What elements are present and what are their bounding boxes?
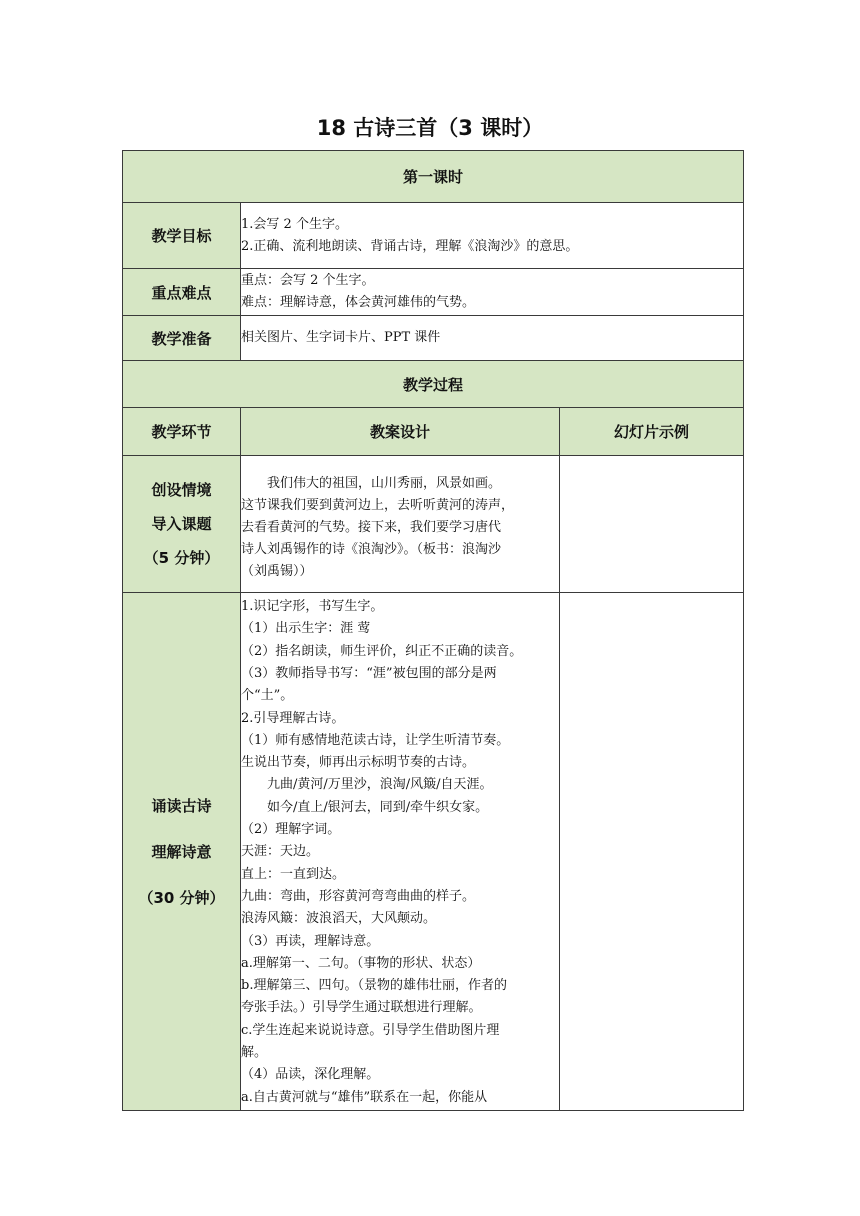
content-line: （1）师有感情地范读古诗，让学生听清节奏。 (241, 732, 510, 748)
content-line: 解。 (241, 1045, 268, 1061)
content-line: （4）品读，深化理解。 (241, 1067, 380, 1083)
content-line: b.理解第三、四句。（景物的雄伟壮丽，作者的 (241, 978, 507, 994)
content-line: 诗人刘禹锡作的诗《浪淘沙》。（板书：浪淘沙 (241, 542, 502, 557)
section-intro-label (123, 456, 241, 593)
section-intro-slide (560, 456, 744, 593)
content-line: 夸张手法。）引导学生通过联想进行理解。 (241, 1000, 482, 1016)
content-line: 直上：一直到达。 (241, 866, 346, 882)
process-header: 教学过程 (123, 361, 744, 408)
page-title: 18 古诗三首（3 课时） (316, 116, 544, 140)
section-label-line: 理解诗意 (151, 842, 212, 861)
section-label-line: （5 分钟） (143, 549, 220, 567)
content-line: 1.识记字形，书写生字。 (241, 599, 384, 615)
section-reading-content (241, 593, 560, 1111)
content-line: 浪涛风簸：波浪滔天，大风颠动。 (241, 911, 437, 927)
lesson-plan-table (122, 150, 744, 1111)
key-points-label: 重点难点 (123, 269, 241, 316)
objective-line: 2.正确、流利地朗读、背诵古诗，理解《浪淘沙》的意思。 (241, 238, 579, 254)
section-reading-slide (560, 593, 744, 1111)
content-line: 生说出节奏，师再出示标明节奏的古诗。 (241, 755, 476, 771)
lesson-header: 第一课时 (123, 151, 744, 203)
section-reading-label (123, 593, 241, 1111)
objectives-label: 教学目标 (123, 203, 241, 269)
key-points-row (123, 269, 744, 316)
key-point-line: 重点：会写 2 个生字。 (241, 273, 375, 288)
process-header-row (123, 361, 744, 408)
section-label-line: 诵读古诗 (151, 796, 212, 815)
section-label-line: 导入课题 (151, 515, 212, 533)
content-line: （3）再读，理解诗意。 (241, 933, 380, 949)
content-line: a.自古黄河就与“雄伟”联系在一起，你能从 (241, 1089, 488, 1105)
section-label-line: （30 分钟） (138, 888, 225, 907)
section-intro-row (123, 456, 744, 593)
column-header-step: 教学环节 (123, 408, 241, 456)
content-line: c.学生连起来说说诗意。引导学生借助图片理 (241, 1022, 500, 1038)
column-header-row (123, 408, 744, 456)
preparation-content: 相关图片、生字词卡片、PPT 课件 (241, 316, 744, 361)
content-line: （2）指名朗读，师生评价，纠正不正确的读音。 (241, 643, 523, 659)
content-line: （2）理解字词。 (241, 822, 341, 838)
objectives-row (123, 203, 744, 269)
content-line: （刘禹锡）） (241, 564, 313, 579)
preparation-row (123, 316, 744, 361)
objective-line: 1.会写 2 个生字。 (241, 216, 348, 232)
content-line: （3）教师指导书写：“涯”被包围的部分是两 (241, 665, 497, 681)
poem-line: 九曲/黄河/万里沙，浪淘/风簸/自天涯。 (267, 777, 493, 793)
content-line: 我们伟大的祖国，山川秀丽，风景如画。 (267, 476, 502, 491)
section-label-line: 创设情境 (151, 481, 212, 499)
poem-line: 如今/直上/银河去，同到/牵牛织女家。 (267, 799, 489, 815)
content-line: a.理解第一、二句。（事物的形状、状态） (241, 955, 481, 971)
preparation-label: 教学准备 (123, 316, 241, 361)
column-header-design: 教案设计 (241, 408, 560, 456)
objectives-content (241, 203, 744, 269)
content-line: （1）出示生字：涯 莺 (241, 621, 371, 637)
content-line: 个“土”。 (241, 688, 294, 704)
key-point-line: 难点：理解诗意，体会黄河雄伟的气势。 (241, 295, 476, 310)
key-points-content (241, 269, 744, 316)
column-header-slides: 幻灯片示例 (560, 408, 744, 456)
section-reading-row (123, 593, 744, 1111)
content-line: 这节课我们要到黄河边上，去听听黄河的涛声， (241, 498, 515, 513)
lesson-header-row (123, 151, 744, 203)
section-intro-content (241, 456, 560, 593)
content-line: 去看看黄河的气势。接下来，我们要学习唐代 (241, 520, 502, 535)
content-line: 2.引导理解古诗。 (241, 710, 345, 726)
content-line: 九曲：弯曲，形容黄河弯弯曲曲的样子。 (241, 888, 476, 904)
content-line: 天涯：天边。 (241, 844, 320, 860)
